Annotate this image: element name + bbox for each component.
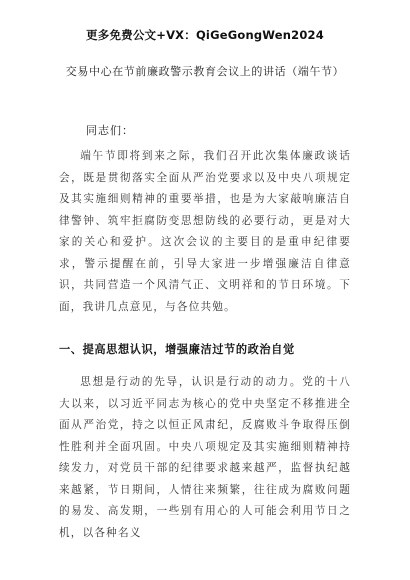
body-paragraph: 端午节即将到来之际，我们召开此次集体廉政谈话会，既是贯彻落实全面从严治党要求以及中央八项规定及其实施细则精神的重要举措，也是为大家敲响廉洁自律警钟、筑牢拒腐防变思想防线的必要行动，更是对大家的关心和爱护。这次会议的主要目的是重申纪律要求，警示提醒在前，引导大家进一步增强廉洁自律意识，共同营造一个风清气正、文明祥和的节日环境。下面，我讲几点意见，与各位共勉。	[59, 150, 351, 313]
body-paragraph: 思想是行动的先导，认识是行动的动力。党的十八大以来，以习近平同志为核心的党中央坚定不移推进全面从严治党，持之以恒正风肃纪，反腐败斗争取得压倒性胜利并全面巩固。中央八项规定及其实施细则精神持续发力，对党员干部的纪律要求越来越严，监督执纪越来越紧，节日期间，人情往来频繁，往往成为腐败问题的易发、高发期，一些别有用心的人可能会利用节日之机，以各种名义	[59, 376, 351, 539]
salutation: 同志们：	[86, 124, 134, 137]
section-heading: 一、提高思想认识，增强廉洁过节的政治自觉	[59, 342, 295, 356]
document-title: 交易中心在节前廉政警示教育会议上的讲话（端午节）	[65, 65, 345, 78]
promo-banner: 更多免费公文+VX：QiGeGongWen2024	[86, 28, 324, 42]
